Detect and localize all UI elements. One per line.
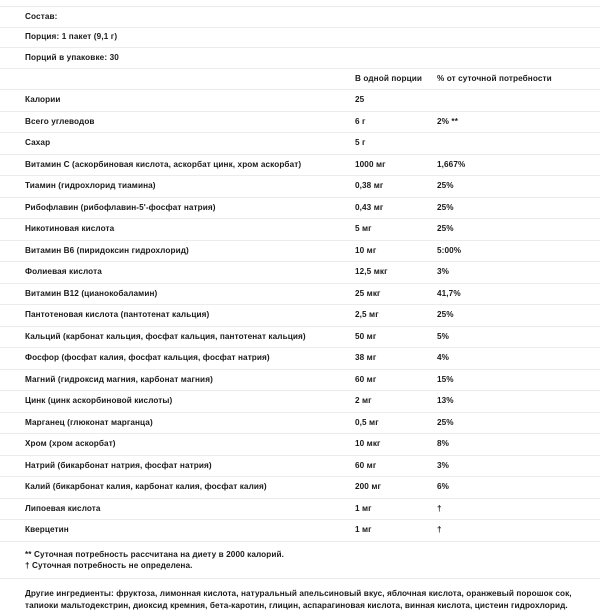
other-ingredients-block bbox=[0, 579, 600, 613]
table-row bbox=[0, 520, 600, 542]
nutrient-name: Магний (гидроксид магния, карбонат магния) bbox=[0, 369, 355, 391]
nutrient-name: Пантотеновая кислота (пантотенат кальция) bbox=[0, 305, 355, 327]
nutrient-daily-value bbox=[437, 90, 600, 112]
nutrient-daily-value: 8% bbox=[437, 434, 600, 456]
table-header-row bbox=[0, 69, 600, 90]
nutrient-amount: 50 мг bbox=[355, 326, 437, 348]
nutrient-amount: 1 мг bbox=[355, 520, 437, 542]
nutrient-name: Фосфор (фосфат калия, фосфат кальция, фосфат натрия) bbox=[0, 348, 355, 370]
nutrient-daily-value: 5:00% bbox=[437, 240, 600, 262]
table-row bbox=[0, 498, 600, 520]
nutrient-daily-value: 3% bbox=[437, 455, 600, 477]
nutrient-amount: 38 мг bbox=[355, 348, 437, 370]
nutrient-amount: 10 мкг bbox=[355, 434, 437, 456]
nutrient-daily-value: 41,7% bbox=[437, 283, 600, 305]
table-header bbox=[0, 69, 600, 90]
nutrient-name: Никотиновая кислота bbox=[0, 219, 355, 241]
table-body bbox=[0, 90, 600, 542]
nutrient-name: Витамин C (аскорбиновая кислота, аскорбат цинк, хром аскорбат) bbox=[0, 154, 355, 176]
nutrient-amount: 5 мг bbox=[355, 219, 437, 241]
serving-info-row bbox=[0, 7, 600, 28]
nutrient-name: Хром (хром аскорбат) bbox=[0, 434, 355, 456]
table-row bbox=[0, 348, 600, 370]
nutrient-name: Фолиевая кислота bbox=[0, 262, 355, 284]
nutrient-daily-value: 6% bbox=[437, 477, 600, 499]
nutrient-name: Тиамин (гидрохлорид тиамина) bbox=[0, 176, 355, 198]
composition-label: Состав: bbox=[25, 11, 58, 21]
table-row bbox=[0, 219, 600, 241]
table-row bbox=[0, 305, 600, 327]
nutrient-amount: 2,5 мг bbox=[355, 305, 437, 327]
table-row bbox=[0, 111, 600, 133]
nutrient-amount: 60 мг bbox=[355, 455, 437, 477]
nutrient-daily-value: 25% bbox=[437, 305, 600, 327]
serving-info-row bbox=[0, 28, 600, 49]
nutrient-amount: 10 мг bbox=[355, 240, 437, 262]
nutrient-amount: 0,38 мг bbox=[355, 176, 437, 198]
nutrient-name: Всего углеводов bbox=[0, 111, 355, 133]
serving-info-block bbox=[0, 7, 600, 69]
table-row bbox=[0, 434, 600, 456]
footnote-daily-value-undetermined: † Суточная потребность не определена. bbox=[25, 561, 193, 571]
nutrient-daily-value: 2% ** bbox=[437, 111, 600, 133]
nutrient-daily-value: 13% bbox=[437, 391, 600, 413]
nutrient-daily-value: 1,667% bbox=[437, 154, 600, 176]
table-row bbox=[0, 369, 600, 391]
nutrient-daily-value: † bbox=[437, 520, 600, 542]
serving-info-row bbox=[0, 48, 600, 69]
nutrient-amount: 5 г bbox=[355, 133, 437, 155]
servings-per-container-label: Порций в упаковке: 30 bbox=[25, 52, 119, 62]
nutrient-daily-value: 15% bbox=[437, 369, 600, 391]
table-row bbox=[0, 133, 600, 155]
table-row bbox=[0, 477, 600, 499]
table-row bbox=[0, 240, 600, 262]
nutrient-name: Кверцетин bbox=[0, 520, 355, 542]
nutrient-amount: 60 мг bbox=[355, 369, 437, 391]
nutrient-amount: 12,5 мкг bbox=[355, 262, 437, 284]
nutrient-name: Липоевая кислота bbox=[0, 498, 355, 520]
table-row bbox=[0, 455, 600, 477]
nutrient-amount: 25 мкг bbox=[355, 283, 437, 305]
nutrient-name: Рибофлавин (рибофлавин-5'-фосфат натрия) bbox=[0, 197, 355, 219]
nutrient-name: Витамин B6 (пиридоксин гидрохлорид) bbox=[0, 240, 355, 262]
other-ingredients-text: Другие ингредиенты: фруктоза, лимонная кислота, натуральный апельсиновый вкус, яблочная кислота, оранжевый порошок сок, тапиоки мальтодекстрин, диоксид кремния, бета-каротин, глицин, аспарагиновая кислота, винная кислота, цистеин гидрохлорид. bbox=[25, 588, 572, 611]
nutrient-name: Марганец (глюконат марганца) bbox=[0, 412, 355, 434]
nutrient-amount: 1 мг bbox=[355, 498, 437, 520]
nutrient-daily-value: 25% bbox=[437, 176, 600, 198]
nutrient-amount: 6 г bbox=[355, 111, 437, 133]
nutrition-facts-table bbox=[0, 69, 600, 542]
column-header-daily-value: % от суточной потребности bbox=[437, 69, 600, 90]
table-row bbox=[0, 154, 600, 176]
nutrient-daily-value bbox=[437, 133, 600, 155]
nutrient-amount: 0,43 мг bbox=[355, 197, 437, 219]
table-row bbox=[0, 197, 600, 219]
table-row bbox=[0, 90, 600, 112]
nutrient-daily-value: 5% bbox=[437, 326, 600, 348]
column-header-amount-per-serving: В одной порции bbox=[355, 69, 437, 90]
nutrient-daily-value: 25% bbox=[437, 219, 600, 241]
column-header-nutrient bbox=[0, 69, 355, 90]
nutrient-amount: 0,5 мг bbox=[355, 412, 437, 434]
table-row bbox=[0, 326, 600, 348]
nutrient-daily-value: † bbox=[437, 498, 600, 520]
nutrient-amount: 1000 мг bbox=[355, 154, 437, 176]
nutrient-daily-value: 25% bbox=[437, 197, 600, 219]
nutrient-name: Калий (бикарбонат калия, карбонат калия, фосфат калия) bbox=[0, 477, 355, 499]
table-row bbox=[0, 262, 600, 284]
table-row bbox=[0, 412, 600, 434]
nutrient-amount: 200 мг bbox=[355, 477, 437, 499]
nutrient-amount: 25 bbox=[355, 90, 437, 112]
nutrient-daily-value: 25% bbox=[437, 412, 600, 434]
table-row bbox=[0, 391, 600, 413]
nutrient-name: Кальций (карбонат кальция, фосфат кальция, пантотенат кальция) bbox=[0, 326, 355, 348]
nutrient-name: Витамин B12 (цианокобаламин) bbox=[0, 283, 355, 305]
nutrient-name: Натрий (бикарбонат натрия, фосфат натрия) bbox=[0, 455, 355, 477]
footnote-daily-value-basis: ** Суточная потребность рассчитана на диету в 2000 калорий. bbox=[25, 549, 285, 559]
table-row bbox=[0, 176, 600, 198]
nutrient-daily-value: 4% bbox=[437, 348, 600, 370]
nutrient-amount: 2 мг bbox=[355, 391, 437, 413]
table-row bbox=[0, 283, 600, 305]
nutrient-name: Калории bbox=[0, 90, 355, 112]
serving-size-label: Порция: 1 пакет (9,1 г) bbox=[25, 32, 118, 42]
footnotes-block bbox=[0, 542, 600, 579]
nutrient-daily-value: 3% bbox=[437, 262, 600, 284]
nutrient-name: Цинк (цинк аскорбиновой кислоты) bbox=[0, 391, 355, 413]
nutrient-name: Сахар bbox=[0, 133, 355, 155]
